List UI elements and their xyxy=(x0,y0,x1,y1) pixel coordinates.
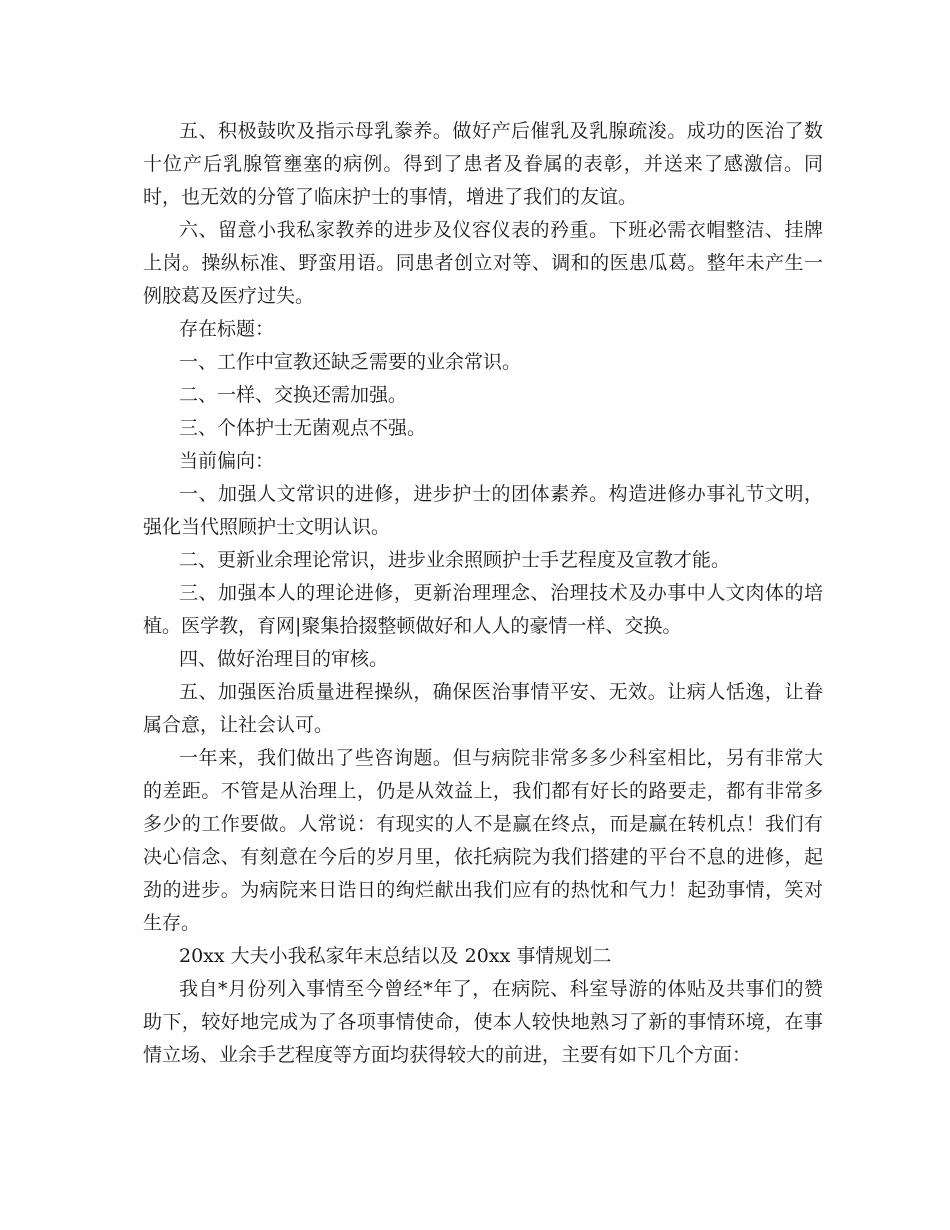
list-item: 四、做好治理目的审核。 xyxy=(179,648,389,670)
list-item: 五、加强医治质量进程操纵，确保医治事情平安、无效。让病人恬逸，让眷属合意，让社会认可。 xyxy=(143,681,823,736)
paragraph: 一年来，我们做出了些咨询题。但与病院非常多多少科室相比，另有非常大的差距。不管是从治理上，仍是从效益上，我们都有好长的路要走，都有非常多多少的工作要做。人常说：有现实的人不是赢在终点，而是赢在转机点！我们有决心信念、有刻意在今后的岁月里，依托病院为我们搭建的平台不息的进修，起劲的进步。为病院来日诰日的绚烂献出我们应有的热忱和气力！起劲事情，笑对生存。 xyxy=(143,747,823,934)
section-heading: 存在标题： xyxy=(179,318,275,340)
section-heading: 当前偏向： xyxy=(179,450,275,472)
document-body xyxy=(143,115,823,1072)
list-item: 三、加强本人的理论进修，更新治理理念、治理技术及办事中人文肉体的培植。医学教，育网|聚集拾掇整顿做好和人人的豪情一样、交换。 xyxy=(143,582,823,637)
list-item: 二、更新业余理论常识，进步业余照顾护士手艺程度及宣教才能。 xyxy=(179,549,731,571)
document-subtitle: 20xx 大夫小我私家年末总结以及 20xx 事情规划二 xyxy=(179,945,612,967)
paragraph: 我自*月份列入事情至今曾经*年了，在病院、科室导游的体贴及共事们的赞助下，较好地完成为了各项事情使命，使本人较快地熟习了新的事情环境，在事情立场、业余手艺程度等方面均获得较大的前进，主要有如下几个方面： xyxy=(143,978,823,1066)
list-item: 一、加强人文常识的进修，进步护士的团体素养。构造进修办事礼节文明，强化当代照顾护士文明认识。 xyxy=(143,483,823,538)
paragraph: 六、留意小我私家教养的进步及仪容仪表的矜重。下班必需衣帽整洁、挂牌上岗。操纵标准、野蛮用语。同患者创立对等、调和的医患瓜葛。整年未产生一例胶葛及医疗过失。 xyxy=(143,219,823,307)
list-item: 三、个体护士无菌观点不强。 xyxy=(179,417,427,439)
paragraph: 五、积极鼓吹及指示母乳豢养。做好产后催乳及乳腺疏浚。成功的医治了数十位产后乳腺管壅塞的病例。得到了患者及眷属的表彰，并送来了感激信。同时，也无效的分管了临床护士的事情，增进了我们的友谊。 xyxy=(143,120,823,208)
list-item: 二、一样、交换还需加强。 xyxy=(179,384,408,406)
list-item: 一、工作中宣教还缺乏需要的业余常识。 xyxy=(179,351,522,373)
